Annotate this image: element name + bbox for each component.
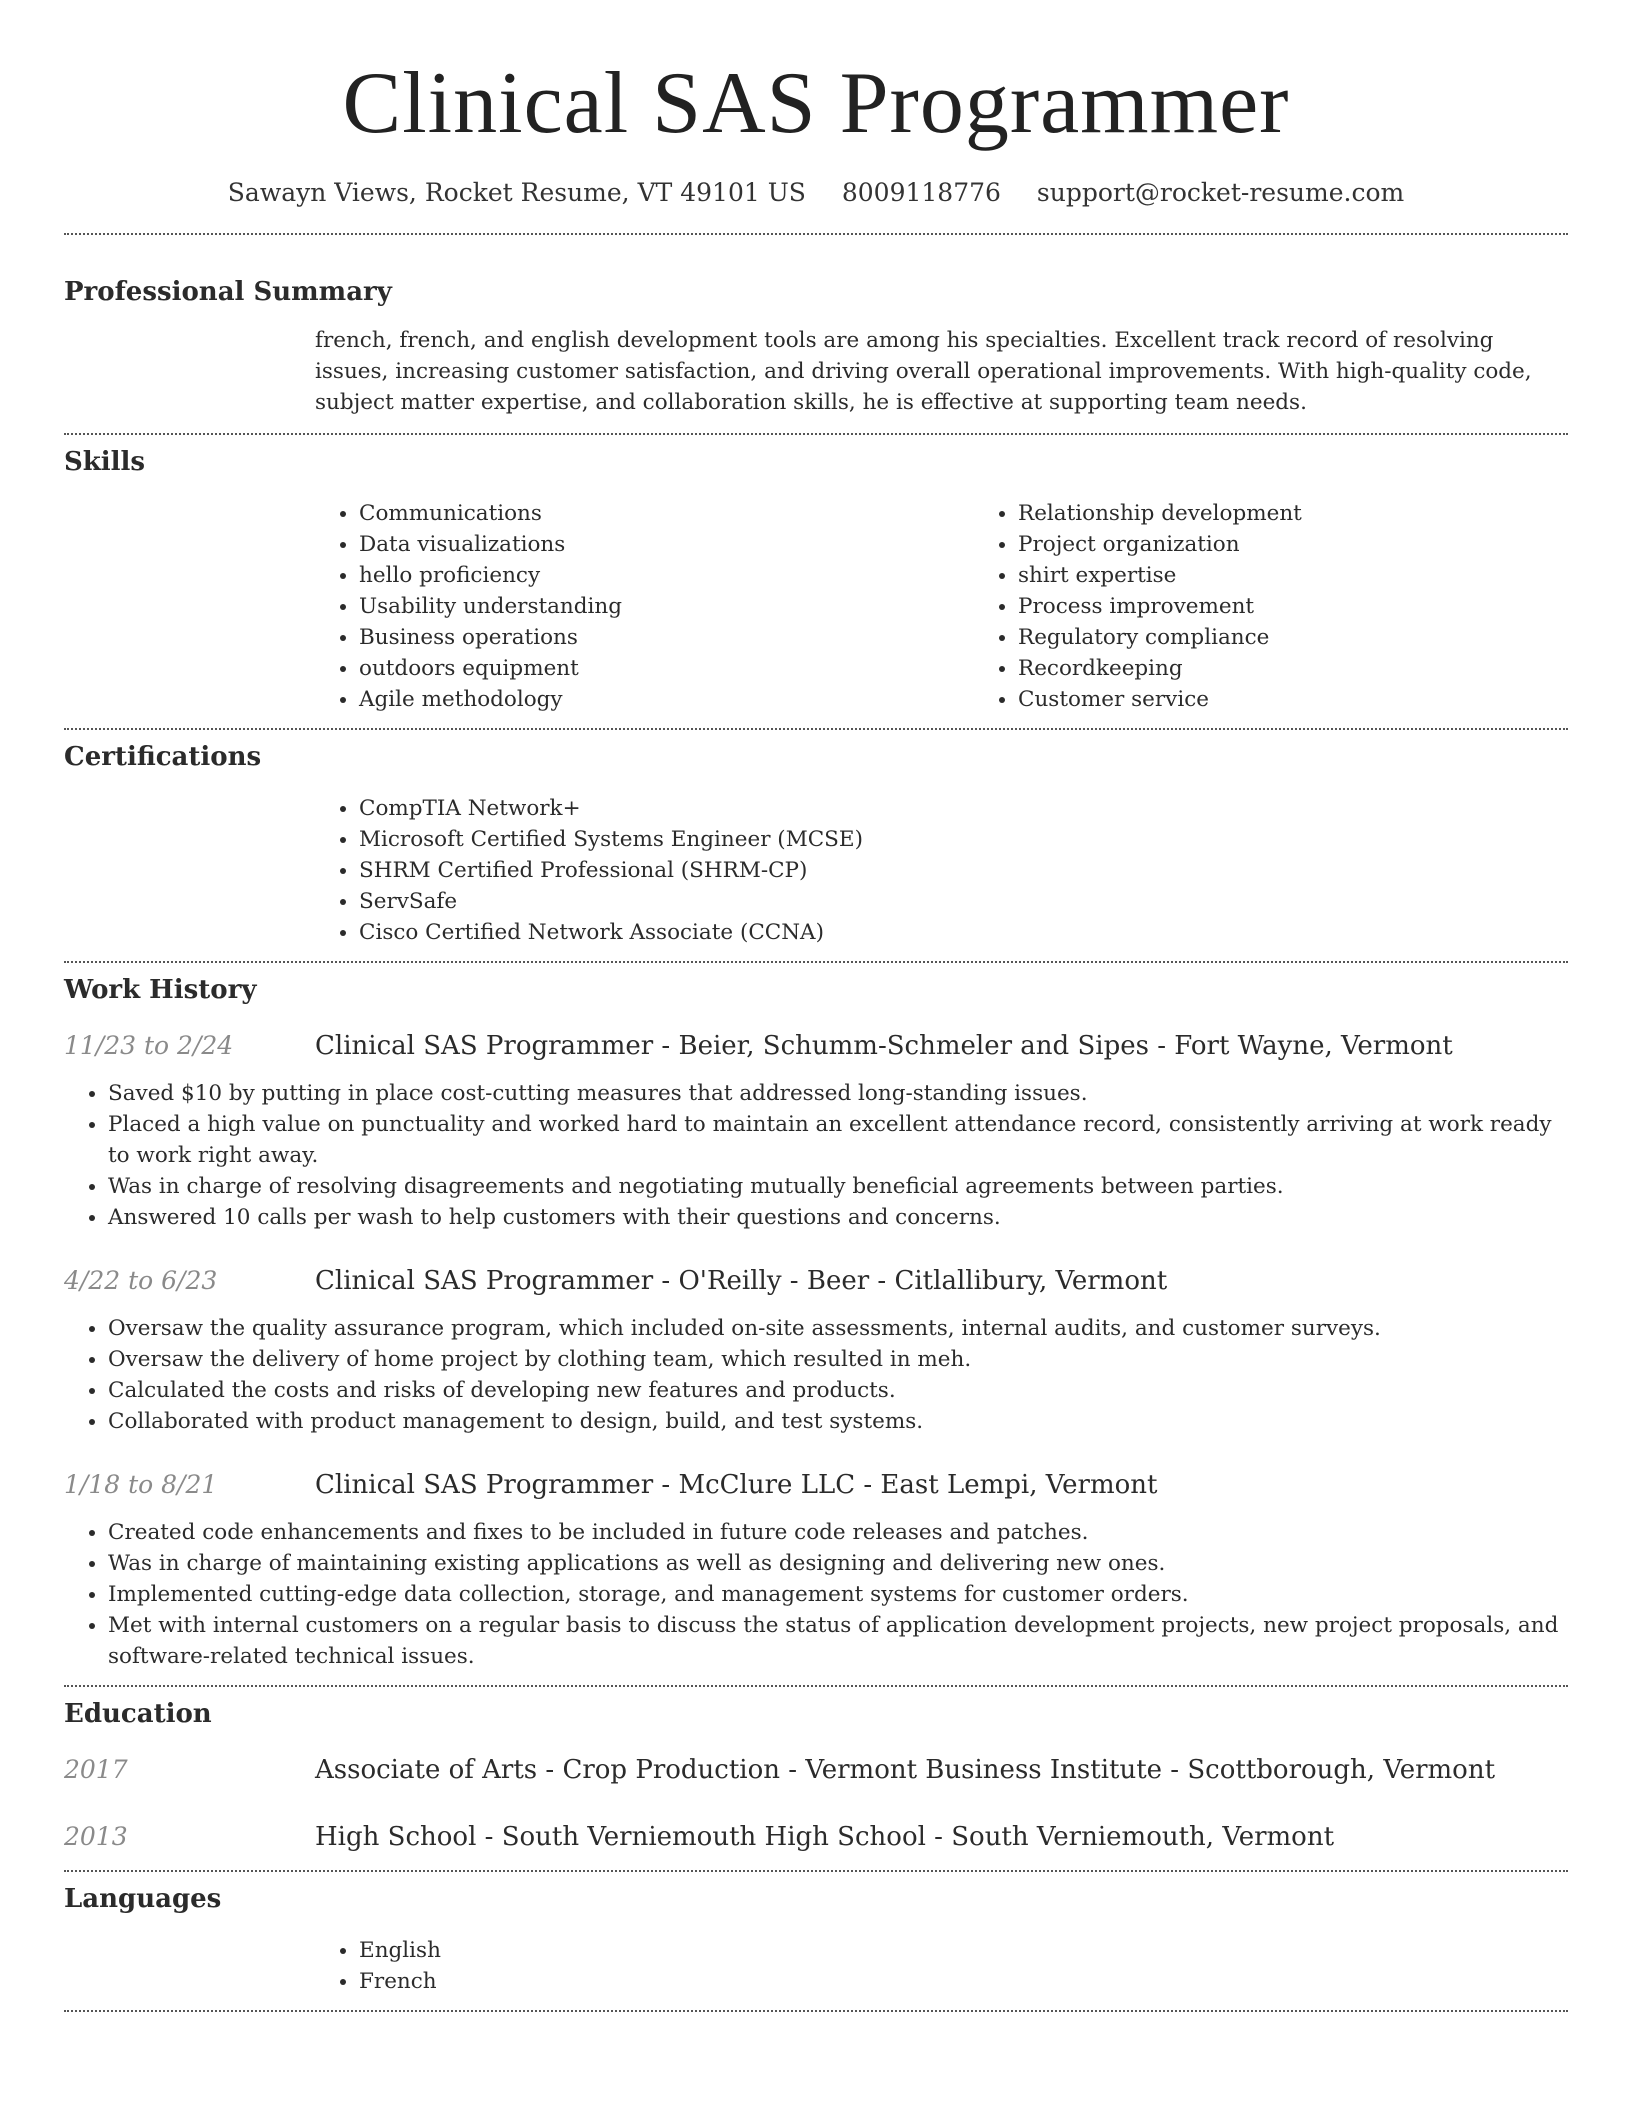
list-item: • Calculated the costs and risks of developing new features and products. <box>108 1375 1568 1406</box>
list-item: • Usability understanding <box>359 591 974 622</box>
job-dates: 1/18 to 8/21 <box>64 1470 218 1499</box>
list-item: • Created code enhancements and fixes to be included in future code releases and patches. <box>108 1517 1568 1548</box>
summary-section <box>64 275 1568 418</box>
resume-page <box>64 0 1568 2012</box>
list-item: • CompTIA Network+ <box>359 793 1568 824</box>
section-title: Skills <box>64 447 146 477</box>
job-entry <box>64 1029 1568 1233</box>
section-title: Professional Summary <box>64 277 392 307</box>
contact-line <box>64 176 1568 210</box>
education-entry <box>64 1820 1568 1854</box>
list-item: • Recordkeeping <box>1018 653 1632 684</box>
list-item: • Was in charge of maintaining existing applications as well as designing and delivering new ones. <box>108 1548 1568 1579</box>
list-item: • Collaborated with product management to design, build, and test systems. <box>108 1406 1568 1437</box>
list-item: • Oversaw the delivery of home project by clothing team, which resulted in meh. <box>108 1344 1568 1375</box>
job-heading: Clinical SAS Programmer - O'Reilly - Beer - Citlallibury, Vermont <box>315 1266 1168 1296</box>
skills-section <box>64 445 1568 715</box>
list-item: • Placed a high value on punctuality and worked hard to maintain an excellent attendance record, consistently arriving at work ready to work right away. <box>108 1109 1568 1171</box>
candidate-name: Clinical SAS Programmer <box>342 55 1290 152</box>
job-bullets <box>64 1313 1568 1437</box>
divider <box>64 728 1568 730</box>
job-entry <box>64 1468 1568 1672</box>
section-title: Languages <box>64 1884 222 1914</box>
certifications-list <box>315 793 1568 948</box>
certifications-body <box>315 793 1568 948</box>
work-history-section <box>64 973 1568 1672</box>
section-title: Certifications <box>64 742 262 772</box>
section-title: Education <box>64 1699 212 1729</box>
list-item: • Microsoft Certified Systems Engineer (MCSE) <box>359 824 1568 855</box>
list-item: • Business operations <box>359 622 974 653</box>
education-entry <box>64 1753 1568 1787</box>
list-item: • Process improvement <box>1018 591 1632 622</box>
list-item: • Communications <box>359 498 974 529</box>
list-item: • Implemented cutting-edge data collection, storage, and management systems for customer orders. <box>108 1579 1568 1610</box>
skills-columns <box>315 498 1568 715</box>
list-item: • outdoors equipment <box>359 653 974 684</box>
divider <box>64 1685 1568 1687</box>
certifications-section <box>64 740 1568 948</box>
summary-text: french, french, and english development tools are among his specialties. Excellent track record of resolving issues, increasing customer satisfaction, and driving overall operational improvements. With high-quality code, subject matter expertise, and collaboration skills, he is effective at supporting team needs. <box>315 328 1532 415</box>
contact-address: Sawayn Views, Rocket Resume, VT 49101 US <box>227 178 806 207</box>
divider <box>64 961 1568 963</box>
divider <box>64 1870 1568 1872</box>
list-item: • hello proficiency <box>359 560 974 591</box>
list-item: • SHRM Certified Professional (SHRM-CP) <box>359 855 1568 886</box>
education-heading: High School - South Verniemouth High School - South Verniemouth, Vermont <box>315 1822 1335 1852</box>
divider <box>64 2010 1568 2012</box>
list-item: • Was in charge of resolving disagreements and negotiating mutually beneficial agreements between parties. <box>108 1171 1568 1202</box>
education-year: 2017 <box>64 1755 128 1784</box>
list-item: • Answered 10 calls per wash to help customers with their questions and concerns. <box>108 1202 1568 1233</box>
list-item: • ServSafe <box>359 886 1568 917</box>
job-bullets <box>64 1517 1568 1672</box>
job-dates: 4/22 to 6/23 <box>64 1266 218 1295</box>
list-item: • Agile methodology <box>359 684 974 715</box>
list-item: • Saved $10 by putting in place cost-cutting measures that addressed long-standing issues. <box>108 1078 1568 1109</box>
list-item: • Met with internal customers on a regular basis to discuss the status of application development projects, new project proposals, and software-related technical issues. <box>108 1610 1568 1672</box>
list-item: • Project organization <box>1018 529 1632 560</box>
divider <box>64 433 1568 435</box>
list-item: • Data visualizations <box>359 529 974 560</box>
education-section <box>64 1697 1568 1854</box>
job-dates: 11/23 to 2/24 <box>64 1031 234 1060</box>
resume-header <box>64 50 1568 210</box>
job-entry <box>64 1264 1568 1437</box>
list-item: • Relationship development <box>1018 498 1632 529</box>
section-title: Work History <box>64 975 257 1005</box>
list-item: • English <box>359 1935 1568 1966</box>
languages-body <box>315 1935 1568 1997</box>
job-heading: Clinical SAS Programmer - Beier, Schumm-Schmeler and Sipes - Fort Wayne, Vermont <box>315 1031 1453 1061</box>
education-year: 2013 <box>64 1822 128 1851</box>
list-item: • shirt expertise <box>1018 560 1632 591</box>
job-heading: Clinical SAS Programmer - McClure LLC - East Lempi, Vermont <box>315 1470 1158 1500</box>
job-bullets <box>64 1078 1568 1233</box>
divider <box>64 233 1568 235</box>
list-item: • Cisco Certified Network Associate (CCNA) <box>359 917 1568 948</box>
skills-list-right <box>974 498 1632 715</box>
education-heading: Associate of Arts - Crop Production - Vermont Business Institute - Scottborough, Vermont <box>315 1755 1496 1785</box>
list-item: • French <box>359 1966 1568 1997</box>
contact-email: support@rocket-resume.com <box>1036 178 1405 207</box>
list-item: • Regulatory compliance <box>1018 622 1632 653</box>
languages-section <box>64 1882 1568 1997</box>
skills-list-left <box>315 498 974 715</box>
list-item: • Oversaw the quality assurance program, which included on-site assessments, internal audits, and customer surveys. <box>108 1313 1568 1344</box>
languages-list <box>315 1935 1568 1997</box>
contact-phone: 8009118776 <box>841 178 1001 207</box>
list-item: • Customer service <box>1018 684 1632 715</box>
